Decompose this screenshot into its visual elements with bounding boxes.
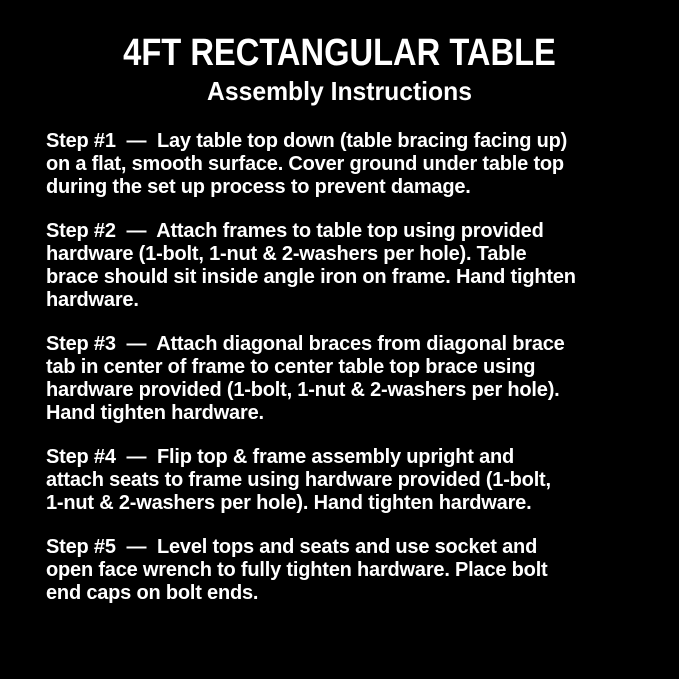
step-3-line-4: Hand tighten hardware.	[46, 402, 264, 424]
step-3-line-3: hardware provided (1-bolt, 1-nut & 2-washers per hole).	[46, 379, 560, 401]
step-1	[46, 130, 645, 199]
step-4-line-3: 1-nut & 2-washers per hole). Hand tighten hardware.	[46, 492, 532, 514]
step-2-line-4: hardware.	[46, 289, 139, 311]
step-1-line-2: on a flat, smooth surface. Cover ground under table top	[46, 153, 564, 175]
step-4-line-2: attach seats to frame using hardware provided (1-bolt,	[46, 469, 551, 491]
step-1-line-1: Step #1 — Lay table top down (table bracing facing up)	[46, 130, 568, 152]
step-2-line-3: brace should sit inside angle iron on frame. Hand tighten	[46, 266, 576, 288]
step-4-line-1: Step #4 — Flip top & frame assembly upright and	[46, 446, 515, 468]
step-5-line-3: end caps on bolt ends.	[46, 582, 259, 604]
step-2-line-1: Step #2 — Attach frames to table top using provided	[46, 220, 544, 242]
step-5-line-1: Step #5 — Level tops and seats and use socket and	[46, 536, 538, 558]
page-subtitle: Assembly Instructions	[207, 76, 472, 106]
step-2-line-2: hardware (1-bolt, 1-nut & 2-washers per hole). Table	[46, 243, 527, 265]
step-2	[46, 220, 645, 312]
steps-list	[0, 106, 679, 605]
step-1-line-3: during the set up process to prevent damage.	[46, 176, 471, 198]
page-title: 4FT RECTANGULAR TABLE	[123, 32, 556, 74]
step-4	[46, 446, 645, 515]
step-3-line-1: Step #3 — Attach diagonal braces from diagonal brace	[46, 333, 565, 355]
step-5-line-2: open face wrench to fully tighten hardware. Place bolt	[46, 559, 548, 581]
step-3	[46, 333, 645, 425]
step-5	[46, 536, 645, 605]
step-3-line-2: tab in center of frame to center table top brace using	[46, 356, 536, 378]
